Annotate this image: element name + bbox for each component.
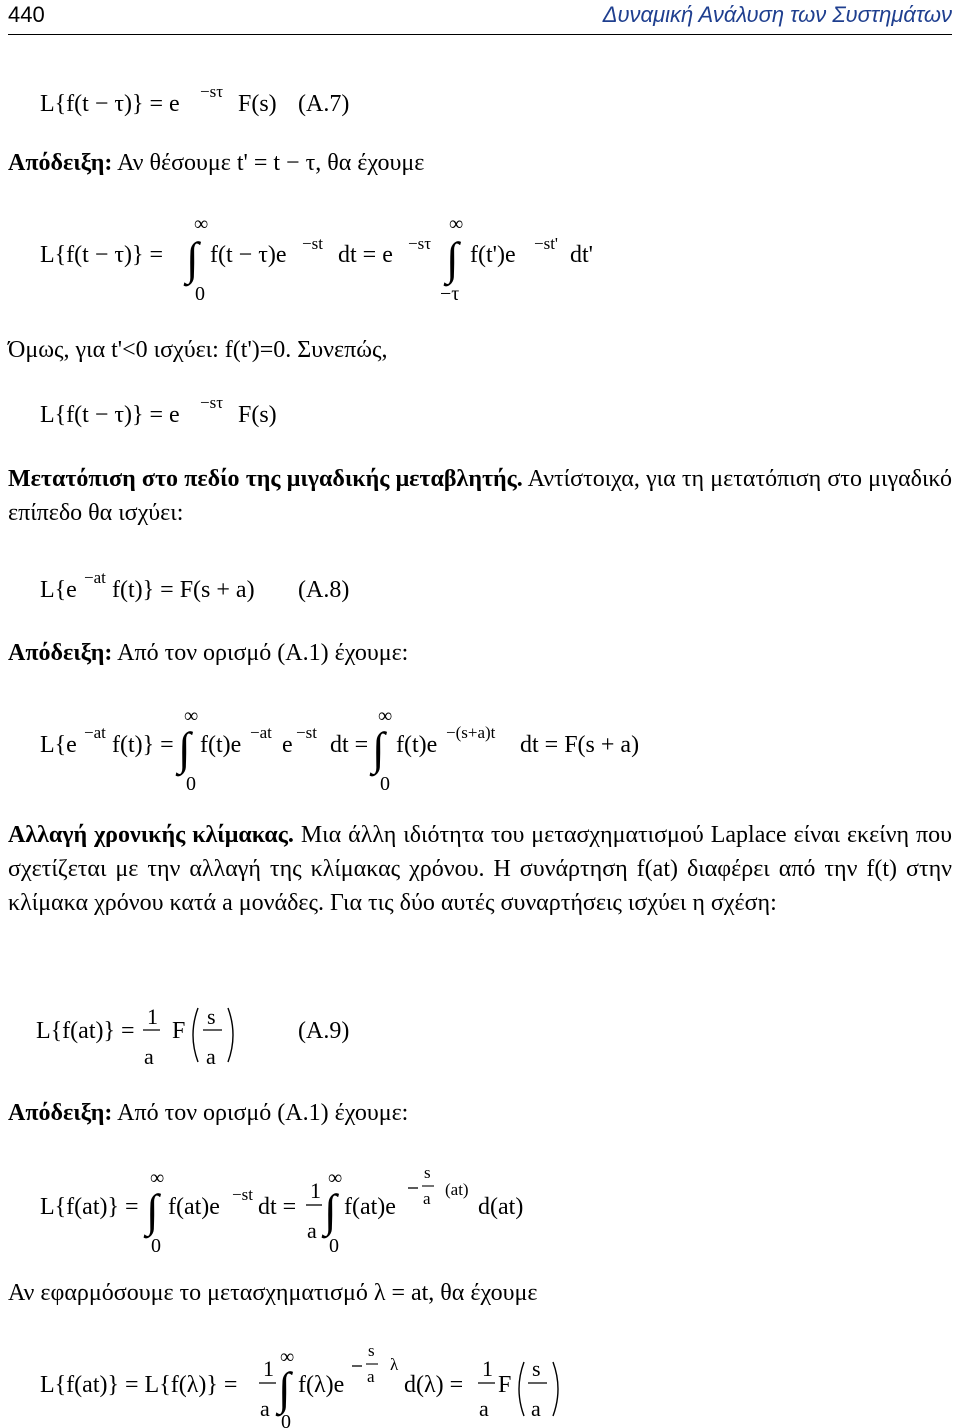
eq5-integral-1: ∫ <box>178 723 191 774</box>
eq8-right-paren <box>553 1362 558 1416</box>
eq8-inner-denominator: a <box>531 1396 541 1421</box>
eq8-upper-limit: ∞ <box>280 1346 295 1368</box>
eq8-inner-numerator: s <box>532 1356 541 1381</box>
equation-a9 <box>36 1004 349 1069</box>
eq2-integral-2: ∫ <box>446 233 459 284</box>
eq6-inner-denominator: a <box>206 1044 216 1069</box>
eq7-integrand-2: f(at)e <box>344 1194 396 1220</box>
eq-label-a7: (Α.7) <box>298 91 350 117</box>
eq8-numerator-2: 1 <box>482 1356 493 1381</box>
eq8-left-paren <box>519 1362 524 1416</box>
section-frequency-shift <box>8 462 952 530</box>
eq2-integrand-1: f(t − τ)e <box>210 242 287 268</box>
eq5-exponent-3: −st <box>296 723 317 742</box>
equation-proof2 <box>40 705 639 795</box>
eq7-lower-limit-2: 0 <box>329 1235 339 1257</box>
eq5-upper-limit-2: ∞ <box>378 705 393 727</box>
eq3-exponent: −sτ <box>200 393 224 412</box>
proof-label: Απόδειξη: <box>8 1100 113 1126</box>
eq8-integrand: f(λ)e <box>298 1372 345 1398</box>
eq2-lower-limit-2: −τ <box>440 283 460 305</box>
proof-2 <box>8 636 952 670</box>
eq2-integrand-2: f(t')e <box>470 242 516 268</box>
eq5-e: e <box>282 732 293 758</box>
eq8-F: F <box>498 1372 512 1398</box>
eq7-integral-2: ∫ <box>324 1185 337 1236</box>
eq2-exponent-2: −sτ <box>408 234 432 253</box>
eq6-denominator: a <box>144 1044 154 1069</box>
equation-lambda <box>40 1341 558 1428</box>
eq7-upper-limit-2: ∞ <box>328 1167 343 1189</box>
eq5-lhs: L{e <box>40 732 77 758</box>
equation-proof1 <box>40 213 593 305</box>
eq2-upper-limit-2: ∞ <box>449 213 464 235</box>
eq2-exponent-3: −st' <box>534 234 558 253</box>
eq5-mid-2: dt = <box>330 732 369 758</box>
eq4-lhs: L{e <box>40 577 77 603</box>
eq2-lhs: L{f(t − τ)} = <box>40 242 164 268</box>
eq3-lhs: L{f(t − τ)} = e <box>40 402 180 428</box>
eq5-lower-limit-2: 0 <box>380 773 390 795</box>
eq5-end: dt = F(s + a) <box>520 732 640 758</box>
eq4-exponent: −at <box>84 568 106 587</box>
page-running-title: Δυναμική Ανάλυση των Συστημάτων <box>602 2 952 27</box>
eq5-exponent-4: −(s+a)t <box>446 723 496 742</box>
eq3-rhs: F(s) <box>238 402 277 428</box>
eq8-denominator-1: a <box>260 1396 270 1421</box>
eq2-integral-1: ∫ <box>186 233 199 284</box>
eq7-exponent-tail: (at) <box>445 1180 469 1199</box>
eq8-integral: ∫ <box>278 1363 291 1414</box>
eq6-inner-numerator: s <box>207 1004 216 1029</box>
section-heading: Μετατόπιση στο πεδίο της μιγαδικής μεταβλητής. <box>8 466 523 492</box>
eq7-exponent-denominator: a <box>423 1189 431 1208</box>
eq1-exponent: −sτ <box>200 82 224 101</box>
eq7-numerator: 1 <box>310 1178 321 1203</box>
proof-text: Από τον ορισμό (Α.1) έχουμε: <box>112 640 409 666</box>
eq2-lower-limit-1: 0 <box>195 283 205 305</box>
equation-proof3 <box>40 1163 523 1257</box>
eq6-numerator: 1 <box>147 1004 158 1029</box>
eq2-exponent-1: −st <box>302 234 323 253</box>
eq8-lower-limit: 0 <box>281 1411 291 1428</box>
eq8-lhs: L{f(at)} = L{f(λ)} = <box>40 1372 238 1398</box>
eq7-exponent-numerator: s <box>424 1163 431 1182</box>
proof-label: Απόδειξη: <box>8 640 113 666</box>
proof-text: Αν θέσουμε t' = t − τ, θα έχουμε <box>112 150 425 176</box>
eq7-mid: dt = <box>258 1194 297 1220</box>
eq7-exponent-1: −st <box>232 1185 253 1204</box>
eq1-rhs: F(s) <box>238 91 277 117</box>
eq6-F: F <box>172 1018 186 1044</box>
eq2-mid: dt = e <box>338 242 393 268</box>
eq-label-a9: (Α.9) <box>298 1018 350 1044</box>
eq5-integral-2: ∫ <box>372 723 385 774</box>
eq8-numerator-1: 1 <box>263 1356 274 1381</box>
eq5-integrand-2: f(t)e <box>396 732 438 758</box>
eq4-rhs: f(t)} = F(s + a) <box>112 577 255 603</box>
eq1-lhs: L{f(t − τ)} = e <box>40 91 180 117</box>
eq6-lhs: L{f(at)} = <box>36 1018 135 1044</box>
section-text: Μια άλλη ιδιότητα του μετασχηματισμού Laplace είναι εκείνη που σχετίζεται με την αλλαγή της κλίμακας χρόνου. Η συνάρτηση f(at) διαφέρει από την f(t) στην κλίμακα χρόνου κατά a μονάδες. Για τις δύο αυτές συναρτήσεις ισχύει η σχέση: <box>8 822 952 916</box>
page-number: 440 <box>8 2 45 27</box>
page-header <box>8 2 952 35</box>
eq2-end: dt' <box>570 242 593 268</box>
paragraph-2: Αν εφαρμόσουμε το μετασχηματισμό λ = at, θα έχουμε <box>8 1280 538 1306</box>
eq8-mid: d(λ) = <box>404 1372 464 1398</box>
eq6-right-paren <box>228 1008 233 1062</box>
section-time-scale <box>8 818 952 920</box>
eq5-mid-1: f(t)} = <box>112 732 174 758</box>
eq5-upper-limit-1: ∞ <box>184 705 199 727</box>
eq7-lhs: L{f(at)} = <box>40 1194 139 1220</box>
eq6-left-paren <box>193 1008 198 1062</box>
eq5-lower-limit-1: 0 <box>186 773 196 795</box>
eq7-integral-1: ∫ <box>146 1185 159 1236</box>
eq-label-a8: (Α.8) <box>298 577 350 603</box>
eq8-denominator-2: a <box>479 1396 489 1421</box>
proof-1 <box>8 146 952 180</box>
section-text: Αντίστοιχα, για τη μετατόπιση στο μιγαδικό επίπεδο θα ισχύει: <box>8 466 952 526</box>
paragraph-1: Όμως, για t'<0 ισχύει: f(t')=0. Συνεπώς, <box>8 337 388 363</box>
eq8-exponent-numerator: s <box>368 1341 375 1360</box>
eq7-upper-limit-1: ∞ <box>150 1167 165 1189</box>
equation-a7 <box>40 82 349 117</box>
equation-a8 <box>40 568 349 603</box>
eq8-exponent-denominator: a <box>367 1367 375 1386</box>
proof-3 <box>8 1096 952 1130</box>
proof-text: Από τον ορισμό (Α.1) έχουμε: <box>112 1100 409 1126</box>
eq5-exponent-2: −at <box>250 723 272 742</box>
eq5-exponent-1: −at <box>84 723 106 742</box>
eq8-exponent-tail: λ <box>390 1355 399 1374</box>
eq7-integrand-1: f(at)e <box>168 1194 220 1220</box>
eq7-lower-limit-1: 0 <box>151 1235 161 1257</box>
eq5-integrand-1: f(t)e <box>200 732 242 758</box>
proof-label: Απόδειξη: <box>8 150 113 176</box>
eq2-upper-limit-1: ∞ <box>194 213 209 235</box>
eq7-denominator: a <box>307 1218 317 1243</box>
equation-shift-result <box>40 393 277 428</box>
section-heading: Αλλαγή χρονικής κλίμακας. <box>8 822 294 848</box>
eq7-end: d(at) <box>478 1194 524 1220</box>
